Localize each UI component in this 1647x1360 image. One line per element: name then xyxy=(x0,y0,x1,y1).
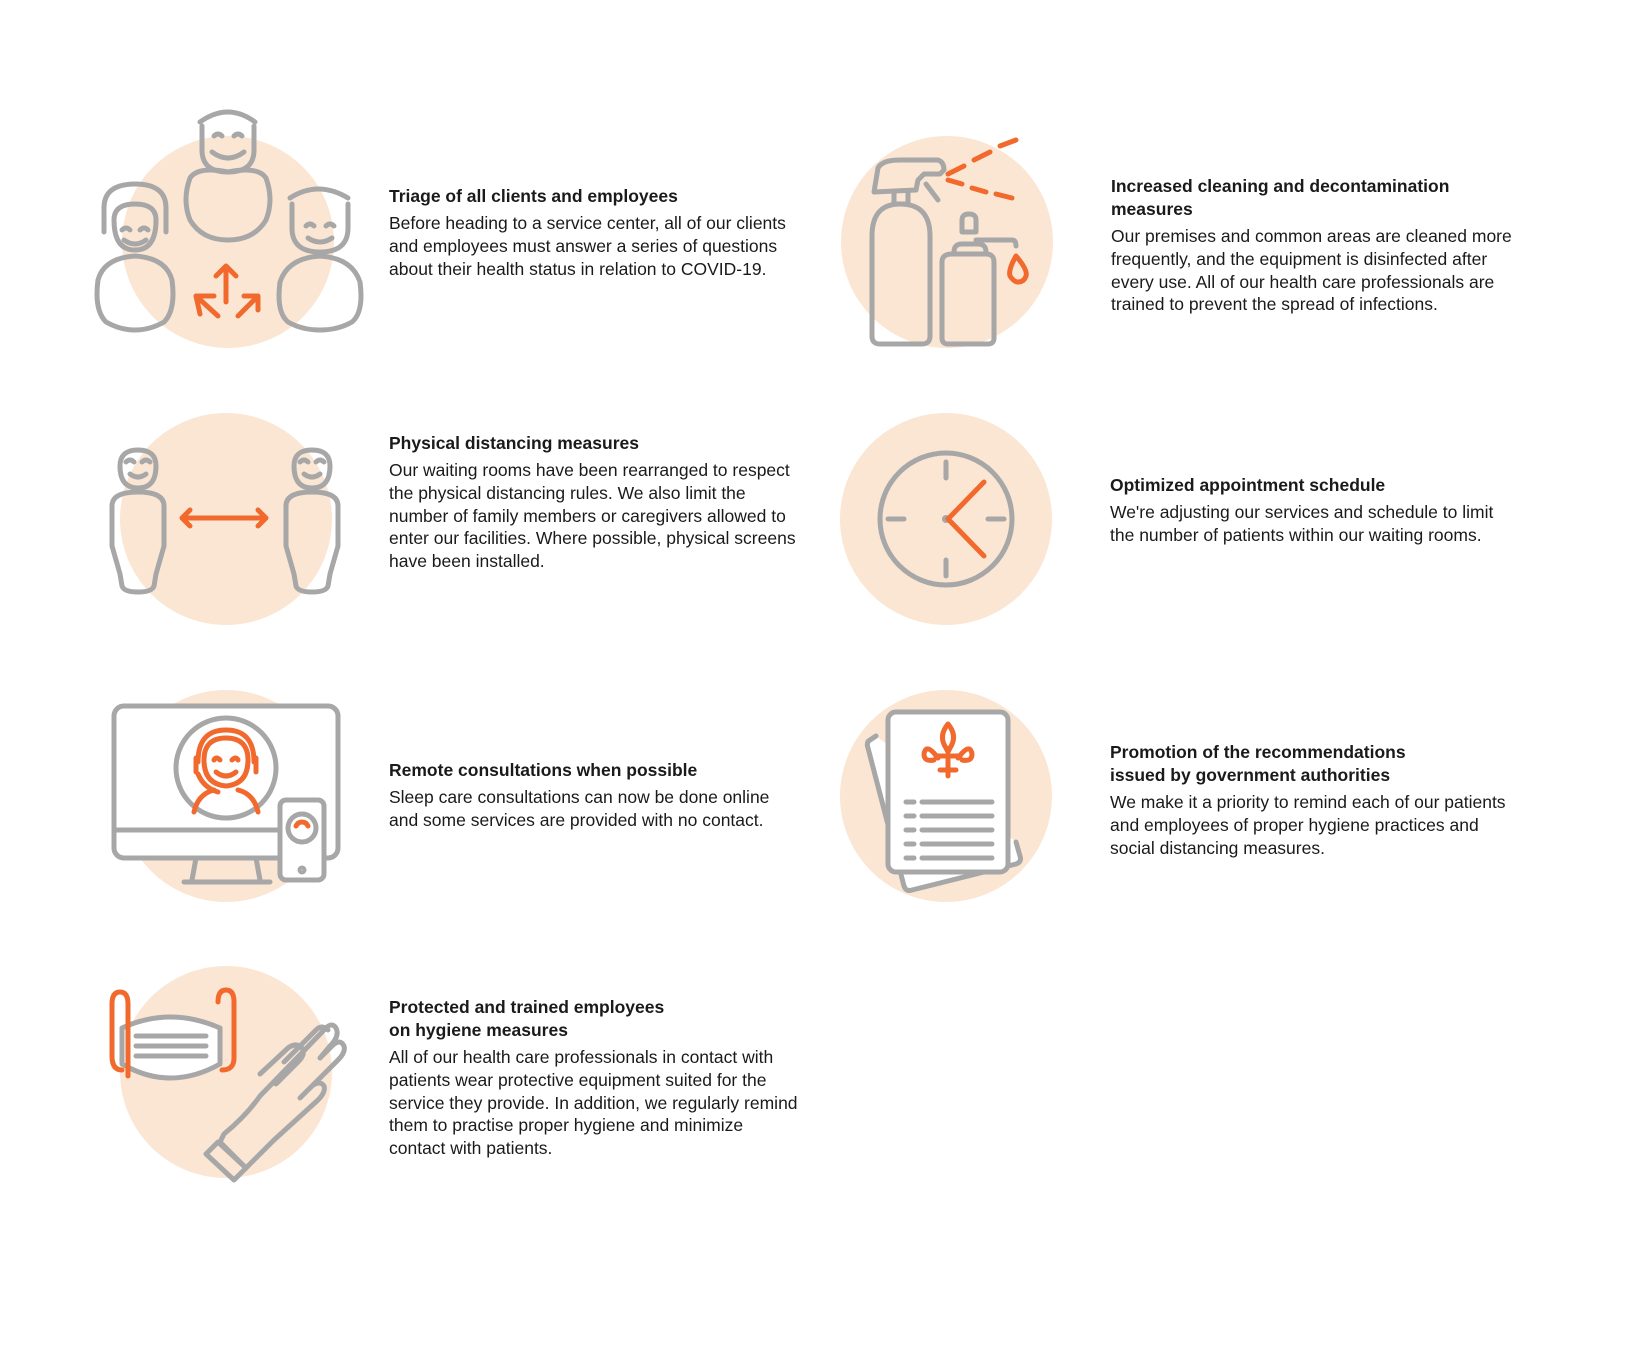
remote-consultation-icon xyxy=(100,690,400,990)
government-document-icon xyxy=(840,690,1140,990)
feature-title: Physical distancing measures xyxy=(389,433,639,453)
clock-icon xyxy=(840,410,1140,710)
feature-title: Promotion of the recommendations issued by government authorities xyxy=(1110,742,1406,785)
feature-description: We're adjusting our services and schedule to limit the number of patients within our waiting rooms. xyxy=(1110,502,1494,545)
feature-description: All of our health care professionals in contact with patients wear protective equipment suited for the service they provide. In addition, we regularly remind them to practise proper hygiene and minimize contact with patients. xyxy=(389,1047,798,1159)
feature-title: Protected and trained employees on hygiene measures xyxy=(389,997,665,1040)
feature-description: Our waiting rooms have been rearranged to respect the physical distancing rules. We also limit the number of family members or caregivers allowed to enter our facilities. Where possible, physical screens have been installed. xyxy=(389,460,796,572)
feature-title: Remote consultations when possible xyxy=(389,760,698,780)
feature-description: We make it a priority to remind each of our patients and employees of proper hygiene practices and social distancing measures. xyxy=(1110,792,1506,858)
people-triage-icon xyxy=(90,100,390,400)
feature-description: Sleep care consultations can now be done online and some services are provided with no contact. xyxy=(389,787,770,830)
feature-description: Before heading to a service center, all of our clients and employees must answer a series of questions about their health status in relation to COVID-19. xyxy=(389,213,786,279)
spray-bottle-icon xyxy=(840,100,1140,400)
feature-title: Optimized appointment schedule xyxy=(1110,475,1386,495)
feature-title: Triage of all clients and employees xyxy=(389,186,678,206)
mask-glove-icon xyxy=(100,966,400,1266)
feature-description: Our premises and common areas are cleaned more frequently, and the equipment is disinfected after every use. All of our health care professionals are trained to prevent the spread of infections. xyxy=(1111,226,1512,315)
distancing-people-icon xyxy=(90,410,390,710)
feature-title: Increased cleaning and decontamination measures xyxy=(1111,176,1450,219)
